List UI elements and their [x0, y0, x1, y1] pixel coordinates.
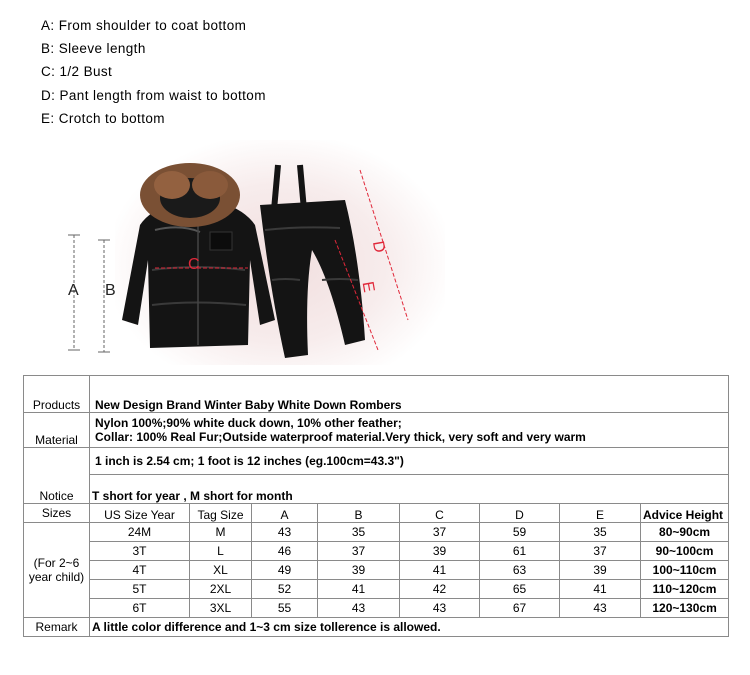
cell-d: 59 [480, 523, 560, 542]
material-row [24, 413, 729, 448]
header-e: E [560, 504, 641, 523]
header-d: D [480, 504, 560, 523]
cell-tag-size: L [190, 542, 252, 561]
table-row [24, 523, 729, 542]
material-line-1: Nylon 100%;90% white duck down, 10% other feather; [95, 416, 402, 430]
legend-item-e: E: Crotch to bottom [41, 110, 165, 126]
size-specification-table [23, 375, 729, 637]
header-advice-height: Advice Height [641, 504, 729, 523]
label-e: E [358, 280, 378, 294]
material-value [90, 413, 729, 448]
cell-us-size: 5T [90, 580, 190, 599]
products-row [24, 376, 729, 413]
legend-item-b: B: Sleeve length [41, 41, 146, 57]
cell-e: 41 [560, 580, 641, 599]
cell-b: 35 [318, 523, 400, 542]
cell-d: 65 [480, 580, 560, 599]
cell-c: 42 [400, 580, 480, 599]
cell-us-size: 24M [90, 523, 190, 542]
cell-d: 63 [480, 561, 560, 580]
cell-c: 41 [400, 561, 480, 580]
cell-advice-height: 120~130cm [641, 599, 729, 618]
cell-d: 67 [480, 599, 560, 618]
label-c: C [188, 256, 200, 273]
cell-e: 39 [560, 561, 641, 580]
header-us-size: US Size Year [90, 504, 190, 523]
cell-tag-size: XL [190, 561, 252, 580]
cell-b: 41 [318, 580, 400, 599]
legend-item-c: C: 1/2 Bust [41, 64, 113, 80]
material-line-2: Collar: 100% Real Fur;Outside waterproof material.Very thick, very soft and very warm [95, 430, 586, 444]
pants-shape [260, 165, 365, 358]
label-a: A [68, 282, 79, 299]
remark-label: Remark [24, 618, 90, 637]
remark-row [24, 618, 729, 637]
cell-a: 49 [252, 561, 318, 580]
sizes-row [24, 504, 729, 523]
material-label: Material [24, 413, 90, 448]
jacket-and-pants-illustration [60, 140, 440, 365]
remark-value: A little color difference and 1~3 cm size tollerence is allowed. [90, 618, 729, 637]
cell-us-size: 3T [90, 542, 190, 561]
fur-hood [140, 163, 240, 227]
cell-b: 37 [318, 542, 400, 561]
header-a: A [252, 504, 318, 523]
cell-c: 37 [400, 523, 480, 542]
cell-advice-height: 80~90cm [641, 523, 729, 542]
label-b: B [105, 282, 116, 299]
cell-us-size: 4T [90, 561, 190, 580]
cell-advice-height: 100~110cm [641, 561, 729, 580]
cell-tag-size: 2XL [190, 580, 252, 599]
header-b: B [318, 504, 400, 523]
cell-c: 39 [400, 542, 480, 561]
notice-row-1 [24, 448, 729, 475]
products-label: Products [24, 376, 90, 413]
cell-e: 35 [560, 523, 641, 542]
cell-b: 39 [318, 561, 400, 580]
sizes-label: Sizes [24, 504, 90, 523]
cell-advice-height: 90~100cm [641, 542, 729, 561]
cell-e: 43 [560, 599, 641, 618]
cell-d: 61 [480, 542, 560, 561]
cell-e: 37 [560, 542, 641, 561]
table-row [24, 542, 729, 561]
product-measurement-figure [60, 140, 440, 365]
header-c: C [400, 504, 480, 523]
cell-a: 55 [252, 599, 318, 618]
legend-item-a: A: From shoulder to coat bottom [41, 18, 247, 33]
cell-a: 43 [252, 523, 318, 542]
cell-tag-size: 3XL [190, 599, 252, 618]
label-d: D [368, 239, 388, 255]
cell-c: 43 [400, 599, 480, 618]
legend-item-d: D: Pant length from waist to bottom [41, 87, 266, 103]
notice-row-2 [24, 475, 729, 504]
table-row [24, 599, 729, 618]
measurement-legend [41, 14, 266, 130]
header-tag-size: Tag Size [190, 504, 252, 523]
cell-us-size: 6T [90, 599, 190, 618]
notice-label: Notice [24, 448, 90, 504]
cell-advice-height: 110~120cm [641, 580, 729, 599]
table-row [24, 580, 729, 599]
table-row [24, 561, 729, 580]
cell-a: 46 [252, 542, 318, 561]
cell-b: 43 [318, 599, 400, 618]
cell-tag-size: M [190, 523, 252, 542]
age-label: (For 2~6 year child) [24, 523, 90, 618]
notice-line-1: 1 inch is 2.54 cm; 1 foot is 12 inches (eg.100cm=43.3") [90, 448, 729, 475]
cell-a: 52 [252, 580, 318, 599]
products-value: New Design Brand Winter Baby White Down Rombers [90, 376, 729, 413]
notice-line-2: T short for year , M short for month [90, 475, 729, 504]
